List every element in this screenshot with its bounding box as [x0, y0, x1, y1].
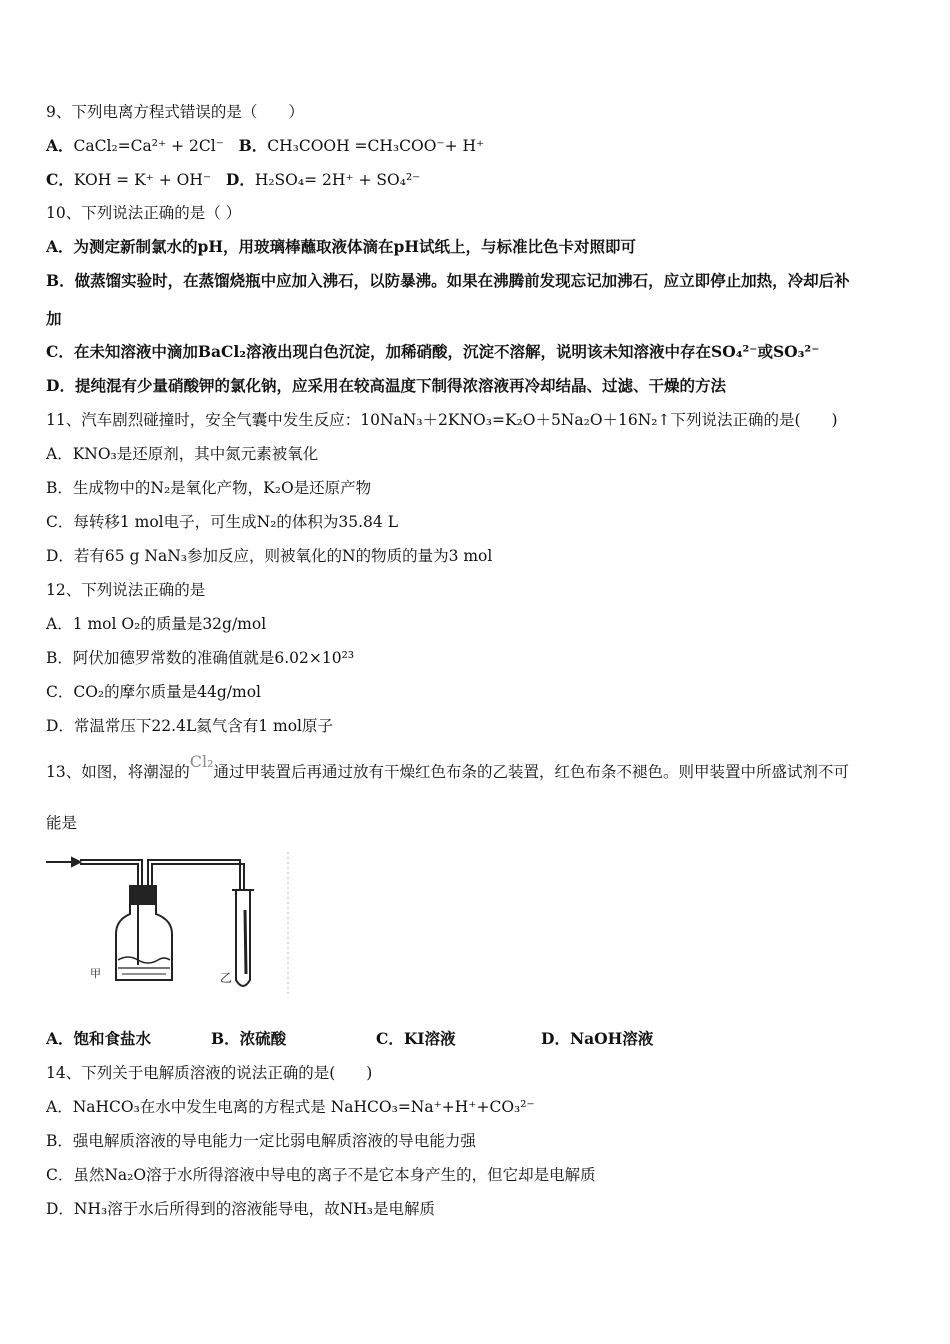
q13-stem-pre: 13、如图，将潮湿的: [46, 763, 190, 781]
q13-stem-cont: 能是: [46, 814, 78, 832]
q11-option-c: C．每转移1 mol电子，可生成N₂的体积为35.84 L: [46, 513, 399, 531]
q14-option-d: D．NH₃溶于水后所得到的溶液能导电，故NH₃是电解质: [46, 1200, 436, 1218]
q10-option-b-cont: 加: [46, 309, 62, 328]
cl2-formula: Cl₂: [189, 752, 214, 771]
q9-option-b: CH₃COOH =CH₃COO⁻+ H⁺: [267, 137, 485, 155]
q9-option-a: CaCl₂=Ca²⁺ + 2Cl⁻: [73, 137, 224, 155]
q9-options-cd: [46, 170, 420, 190]
q12-option-d: D．常温常压下22.4L氦气含有1 mol原子: [46, 717, 334, 735]
q13-stem-post: 通过甲装置后再通过放有干燥红色布条的乙装置，红色布条不褪色。则甲装置中所盛试剂不可: [213, 763, 850, 781]
q14-option-a: A．NaHCO₃在水中发生电离的方程式是 NaHCO₃=Na⁺+H⁺+CO₃²⁻: [46, 1098, 535, 1116]
bottle-liquid-surface: [118, 957, 170, 963]
q11-option-d: D．若有65 g NaN₃参加反应，则被氧化的N的物质的量为3 mol: [46, 547, 493, 565]
q13-option-c: C．KI溶液: [376, 1029, 456, 1048]
q13-options: [46, 1029, 706, 1049]
q11-option-b: B．生成物中的N₂是氧化产物，K₂O是还原产物: [46, 479, 372, 497]
q9-option-c: KOH = K⁺ + OH⁻: [73, 171, 212, 189]
q9-option-c-label: C．: [46, 170, 74, 189]
q10-option-c: C．在未知溶液中滴加BaCl₂溶液出现白色沉淀，加稀硝酸，沉淀不溶解，说明该未知溶液中存在SO₄²⁻或SO₃²⁻: [46, 342, 820, 361]
q12-option-c: C．CO₂的摩尔质量是44g/mol: [46, 683, 261, 701]
label-yi: 乙: [220, 971, 233, 985]
q9-stem: 9、下列电离方程式错误的是（ ）: [46, 103, 304, 121]
q12-stem: 12、下列说法正确的是: [46, 581, 206, 599]
inlet-arrow-head: [72, 858, 80, 866]
q12-option-a: A．1 mol O₂的质量是32g/mol: [46, 615, 267, 633]
q10-option-a: A．为测定新制氯水的pH，用玻璃棒蘸取液体滴在pH试纸上，与标准比色卡对照即可: [46, 237, 636, 256]
test-tube-yi: [236, 890, 250, 986]
q13-option-a: A．饱和食盐水: [46, 1029, 152, 1048]
q14-option-b: B．强电解质溶液的导电能力一定比弱电解质溶液的导电能力强: [46, 1132, 476, 1150]
apparatus-diagram: [44, 850, 304, 1000]
red-cloth-strip: [245, 910, 246, 974]
q10-option-d: D．提纯混有少量硝酸钾的氯化钠，应采用在较高温度下制得浓溶液再冷却结晶、过滤、干燥的方法: [46, 376, 726, 395]
q9-option-b-label: B．: [238, 136, 268, 155]
q11-option-a: A．KNO₃是还原剂，其中氮元素被氧化: [46, 445, 319, 463]
outlet-tube-inner: [152, 864, 244, 890]
q9-options-ab: [46, 136, 484, 156]
stopper: [130, 886, 156, 904]
q13-stem: [46, 752, 850, 782]
q12-option-b: B．阿伏加德罗常数的准确值就是6.02×10²³: [46, 649, 355, 667]
q9-option-d: H₂SO₄= 2H⁺ + SO₄²⁻: [254, 171, 421, 189]
q13-option-b: B．浓硫酸: [211, 1029, 287, 1048]
q9-option-a-label: A．: [46, 136, 74, 155]
outlet-tube-outer: [148, 860, 240, 900]
q9-option-d-label: D．: [225, 170, 255, 189]
q13-option-d: D．NaOH溶液: [541, 1029, 654, 1048]
q10-option-b: B．做蒸馏实验时，在蒸馏烧瓶中应加入沸石，以防暴沸。如果在沸腾前发现忘记加沸石，应立即停止加热，冷却后补: [46, 271, 850, 290]
q14-stem: 14、下列关于电解质溶液的说法正确的是( ): [46, 1064, 373, 1082]
q10-stem: 10、下列说法正确的是（ ）: [46, 204, 242, 222]
q14-option-c: C．虽然Na₂O溶于水所得溶液中导电的离子不是它本身产生的，但它却是电解质: [46, 1166, 596, 1184]
q11-stem: 11、汽车剧烈碰撞时，安全气囊中发生反应：10NaN₃＋2KNO₃=K₂O＋5Na₂O＋16N₂↑下列说法正确的是( ): [46, 411, 838, 429]
label-jia: 甲: [90, 967, 101, 980]
